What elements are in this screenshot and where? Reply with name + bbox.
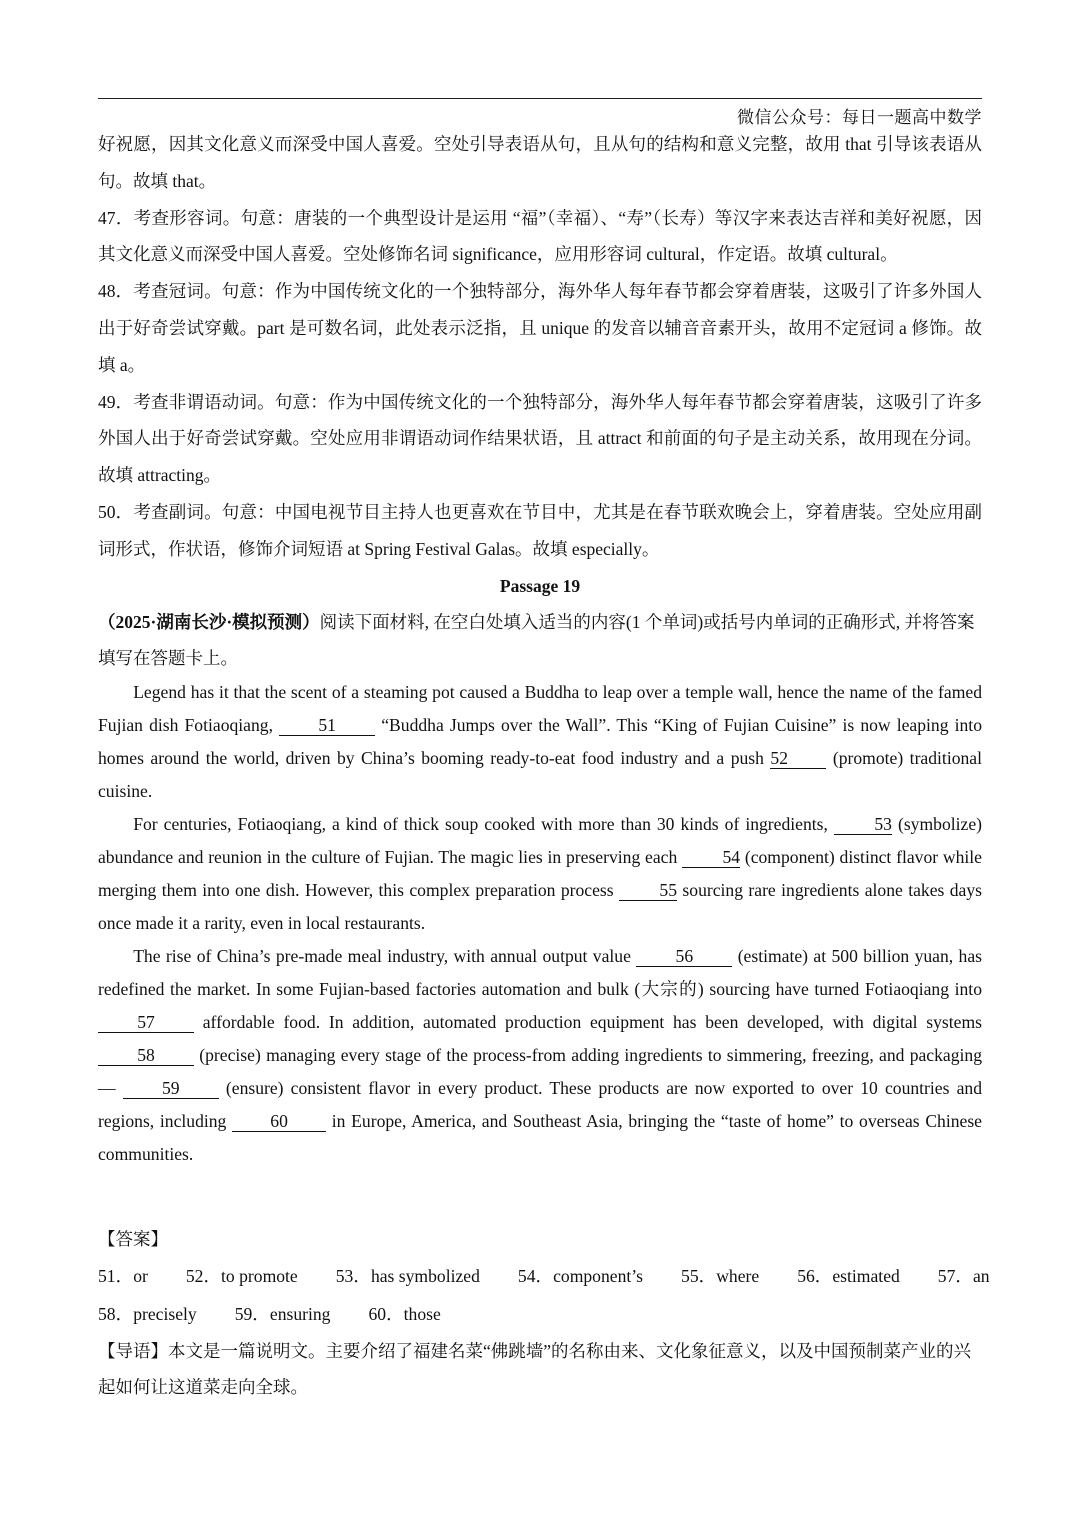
p1-text-b: “Buddha Jumps over the Wall”. This “King of Fujian Cuisine” is now leaping into homes around the world, driven by China’s booming ready-to-eat food industry and a push — [98, 714, 982, 768]
explanation-48: 48．考查冠词。句意：作为中国传统文化的一个独特部分，海外华人每年春节都会穿着唐装，这吸引了许多外国人出于好奇尝试穿戴。part 是可数名词，此处表示泛指，且 unique 的发音以辅音音素开头，故用不定冠词 a 修饰。故填 a。 — [98, 281, 982, 375]
passage-body — [98, 676, 982, 1171]
passage-paragraph-2 — [98, 808, 982, 940]
p3-text-f: in Europe, America, and Southeast Asia, bringing the “taste of home” to overseas Chinese communities. — [98, 1110, 982, 1164]
explanation-49: 49．考查非谓语动词。句意：作为中国传统文化的一个独特部分，海外华人每年春节都会穿着唐装，这吸引了许多外国人出于好奇尝试穿戴。空处应用非谓语动词作结果状语，且 attract 和前面的句子是主动关系，故用现在分词。故填 attracting。 — [98, 391, 982, 486]
guide-paragraph — [98, 1333, 982, 1406]
answer-59: 59．ensuring — [234, 1303, 331, 1324]
blank-55: 55 — [619, 880, 677, 901]
blank-52: 52 — [770, 748, 826, 769]
passage-paragraph-3 — [98, 940, 982, 1171]
blank-60: 60 — [232, 1111, 326, 1132]
p2-text-a: For centuries, Fotiaoqiang, a kind of thick soup cooked with more than 30 kinds of ingredients, — [133, 813, 828, 834]
answer-58: 58．precisely — [98, 1303, 197, 1324]
answer-56: 56．estimated — [797, 1265, 900, 1286]
answers-row-1 — [98, 1257, 990, 1295]
explanation-50: 50．考查副词。句意：中国电视节目主持人也更喜欢在节目中，尤其是在春节联欢晚会上，穿着唐装。空处应用副词形式，作状语，修饰介词短语 at Spring Festival Galas。故填 especially。 — [98, 501, 982, 559]
blank-57: 57 — [98, 1012, 194, 1033]
passage-title: Passage 19 — [499, 575, 581, 596]
blank-51: 51 — [279, 715, 375, 736]
answer-55: 55．where — [681, 1265, 760, 1286]
answer-60: 60．those — [368, 1303, 441, 1324]
guide-label: 【导语】 — [98, 1340, 168, 1361]
p3-text-b: (estimate) at 500 billion yuan, has redefined the market. In some Fujian-based factories automation and bulk (大宗的) sourcing have turned Fotiaoqiang into — [98, 945, 983, 999]
header-rule — [98, 98, 982, 99]
header-wechat-label: 微信公众号：每日一题高中数学 — [737, 108, 982, 128]
answers-row-2 — [98, 1295, 982, 1333]
blank-54: 54 — [682, 847, 740, 868]
passage-paragraph-1 — [98, 676, 982, 808]
p2-text-c: (component) distinct flavor while merging them into one dish. However, this complex preparation process — [98, 846, 982, 900]
blank-58: 58 — [98, 1045, 194, 1066]
p3-text-c: affordable food. In addition, automated production equipment has been developed, with digital systems — [202, 1011, 982, 1032]
answer-57: 57．an — [937, 1265, 990, 1286]
instruction-text: 阅读下面材料, 在空白处填入适当的内容(1 个单词)或括号内单词的正确形式, 并将答案填写在答题卡上。 — [98, 611, 975, 668]
explanation-46-cont: 好祝愿，因其文化意义而深受中国人喜爱。空处引导表语从句，且从句的结构和意义完整，故用 that 引导该表语从句。故填 that。 — [98, 134, 982, 191]
passage-source: （2025·湖南长沙·模拟预测） — [98, 611, 320, 632]
answer-54: 54．component’s — [517, 1265, 644, 1286]
passage-instruction — [98, 604, 982, 676]
content-area — [98, 126, 990, 1406]
p3-text-e: (ensure) consistent flavor in every product. These products are now exported to over 10 countries and regions, including — [98, 1077, 982, 1131]
answer-51: 51．or — [98, 1265, 148, 1286]
guide-text: 本文是一篇说明文。主要介绍了福建名菜“佛跳墙”的名称由来、文化象征意义，以及中国预制菜产业的兴起如何让这道菜走向全球。 — [98, 1340, 972, 1398]
p1-text-a: Legend has it that the scent of a steaming pot caused a Buddha to leap over a temple wall, hence the name of the famed Fujian dish Fotiaoqiang, — [98, 681, 982, 735]
p3-text-a: The rise of China’s pre-made meal industry, with annual output value — [133, 945, 631, 966]
answers-heading: 【答案】 — [98, 1228, 168, 1249]
explanation-47: 47．考查形容词。句意：唐装的一个典型设计是运用 “福”（幸福）、“寿”（长寿）等汉字来表达吉祥和美好祝愿，因其文化意义而深受中国人喜爱。空处修饰名词 significance，应用形容词 cultural，作定语。故填 cultural。 — [98, 207, 982, 265]
blank-59: 59 — [123, 1078, 219, 1099]
p1-text-c: (promote) traditional cuisine. — [98, 747, 982, 801]
blank-56: 56 — [636, 946, 732, 967]
blank-53: 53 — [834, 814, 892, 835]
answer-52: 52．to promote — [185, 1265, 298, 1286]
answer-53: 53．has symbolized — [335, 1265, 480, 1286]
p3-text-d: (precise) managing every stage of the process-from adding ingredients to simmering, freezing, and packaging — — [98, 1044, 982, 1098]
p2-text-b: (symbolize) abundance and reunion in the culture of Fujian. The magic lies in preserving each — [98, 813, 983, 867]
p2-text-d: sourcing rare ingredients alone takes days once made it a rarity, even in local restaurants. — [98, 879, 982, 933]
